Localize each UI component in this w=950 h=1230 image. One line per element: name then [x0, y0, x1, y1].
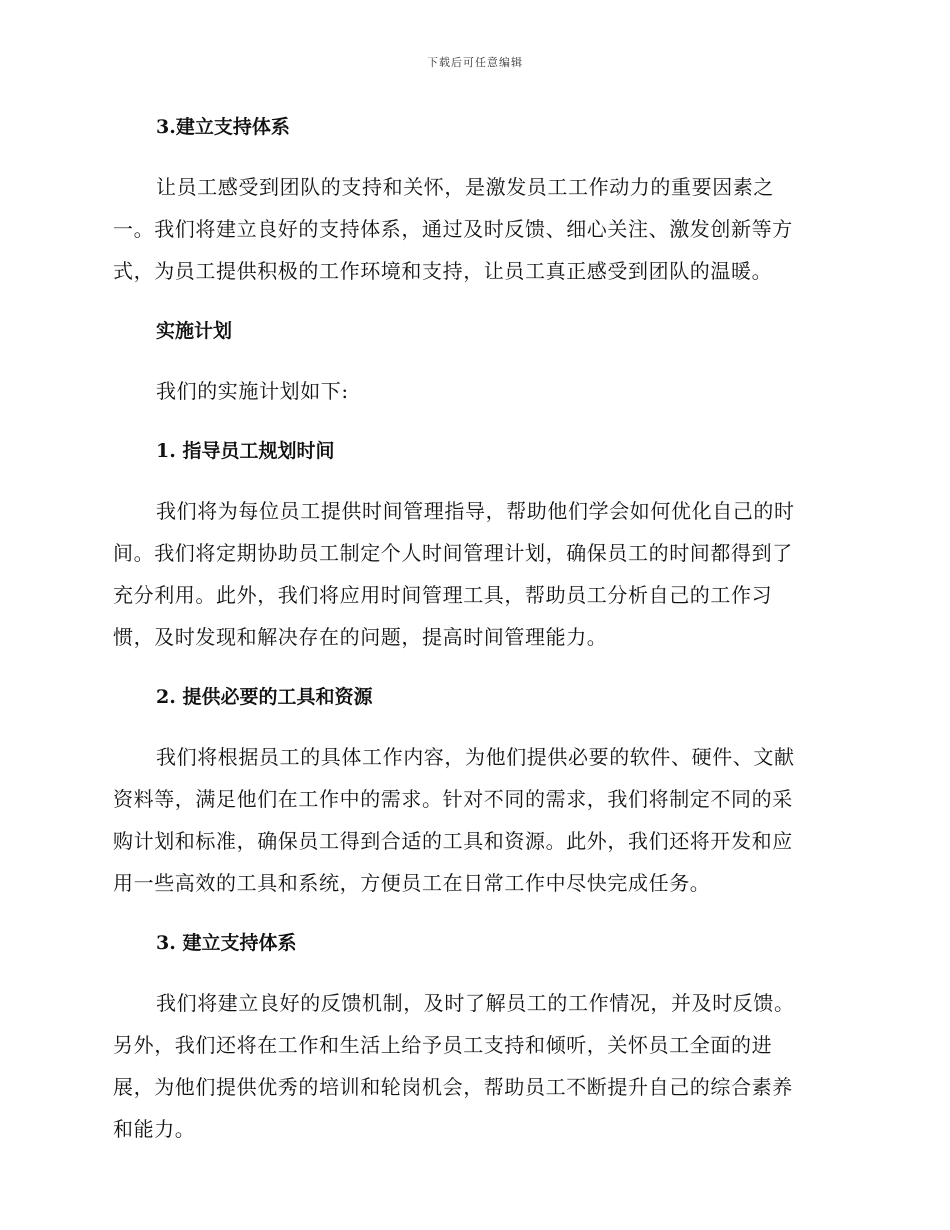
paragraph-line: 一。我们将建立良好的支持体系，通过及时反馈、细心关注、激发创新等方 — [113, 217, 793, 241]
paragraph-line: 惯，及时发现和解决存在的问题，提高时间管理能力。 — [113, 625, 608, 649]
paragraph — [113, 166, 833, 292]
paragraph-line: 间。我们将定期协助员工制定个人时间管理计划，确保员工的时间都得到了 — [113, 541, 793, 565]
section-heading: 3.建立支持体系 — [156, 116, 290, 138]
paragraph-line: 我们将建立良好的反馈机制，及时了解员工的工作情况，并及时反馈。 — [156, 991, 795, 1015]
paragraph-line: 购计划和标准，确保员工得到合适的工具和资源。此外，我们还将开发和应 — [113, 829, 793, 853]
paragraph-line: 让员工感受到团队的支持和关怀，是激发员工工作动力的重要因素之 — [156, 175, 774, 199]
paragraph-line: 另外，我们还将在工作和生活上给予员工支持和倾听，关怀员工全面的进 — [113, 1033, 773, 1057]
paragraph-line: 我们的实施计划如下: — [156, 379, 349, 403]
paragraph — [113, 982, 833, 1150]
paragraph-line: 充分利用。此外，我们将应用时间管理工具，帮助员工分析自己的工作习 — [113, 583, 773, 607]
section-heading: 实施计划 — [156, 320, 233, 342]
paragraph — [113, 370, 833, 412]
paragraph-line: 和能力。 — [113, 1117, 196, 1141]
paragraph — [113, 490, 833, 658]
section-heading: 3. 建立支持体系 — [156, 932, 297, 954]
document-body — [113, 112, 833, 1150]
paragraph-line: 资料等，满足他们在工作中的需求。针对不同的需求，我们将制定不同的采 — [113, 787, 793, 811]
paragraph-line: 式，为员工提供积极的工作环境和支持，让员工真正感受到团队的温暖。 — [113, 259, 773, 283]
paragraph — [113, 736, 833, 904]
section-heading: 2. 提供必要的工具和资源 — [156, 686, 373, 708]
paragraph-line: 用一些高效的工具和系统，方便员工在日常工作中尽快完成任务。 — [113, 871, 711, 895]
section-heading: 1. 指导员工规划时间 — [156, 440, 335, 462]
paragraph-line: 我们将为每位员工提供时间管理指导，帮助他们学会如何优化自己的时 — [156, 499, 795, 523]
page-header: 下载后可任意编辑 — [427, 56, 523, 69]
paragraph-line: 展，为他们提供优秀的培训和轮岗机会，帮助员工不断提升自己的综合素养 — [113, 1075, 793, 1099]
paragraph-line: 我们将根据员工的具体工作内容，为他们提供必要的软件、硬件、文献 — [156, 745, 795, 769]
